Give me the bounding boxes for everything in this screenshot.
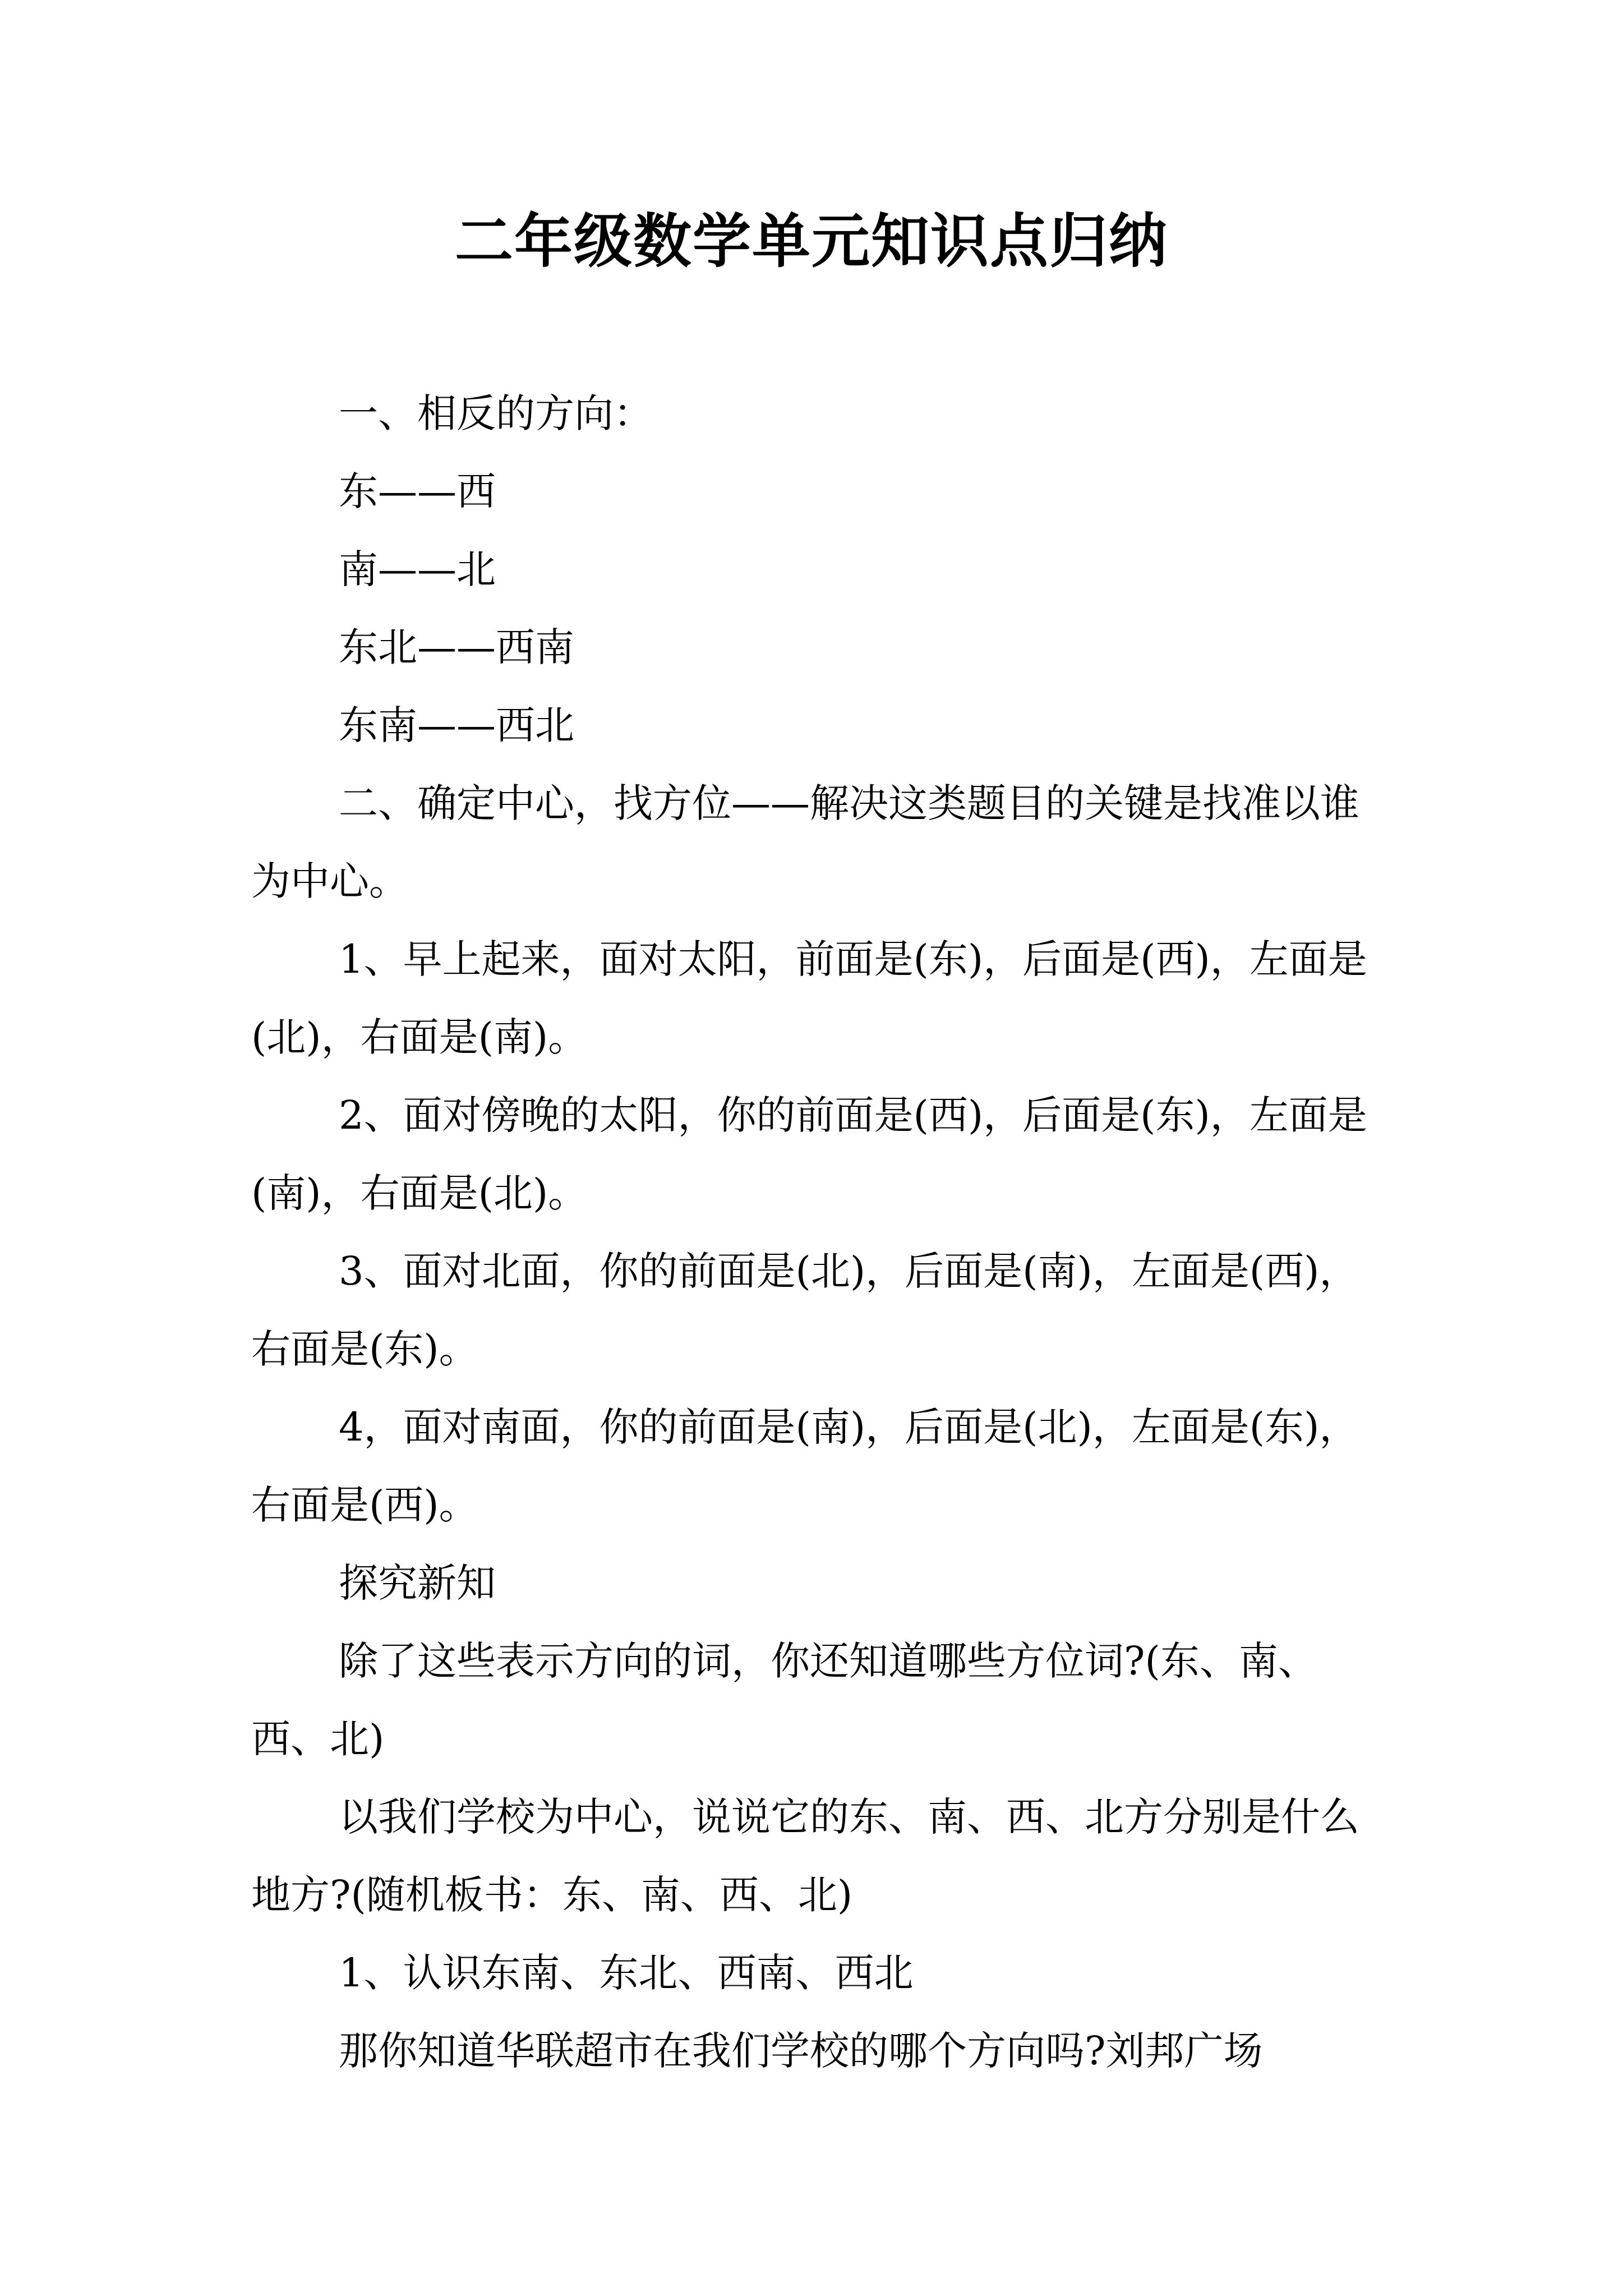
body-paragraph: 那你知道华联超市在我们学校的哪个方向吗?刘邦广场 — [339, 2028, 1263, 2074]
example-paragraph: 2、面对傍晚的太阳，你的前面是(西)，后面是(东)，左面是(南)，右面是(北)。 — [251, 1092, 1367, 1216]
section-heading-explore: 探究新知 — [339, 1560, 496, 1606]
body-paragraph: 除了这些表示方向的词，你还知道哪些方位词?(东、南、西、北) — [251, 1638, 1317, 1762]
document-body — [251, 375, 1373, 2090]
section-heading-find-center: 二、确定中心，找方位——解决这类题目的关键是找准以谁为中心。 — [251, 780, 1359, 904]
direction-pair: 南——北 — [339, 546, 496, 592]
direction-pair: 东——西 — [339, 468, 496, 514]
example-paragraph: 4，面对南面，你的前面是(南)，后面是(北)，左面是(东)，右面是(西)。 — [251, 1404, 1359, 1528]
section-heading-opposite-directions: 一、相反的方向： — [339, 390, 653, 436]
direction-pair: 东南——西北 — [339, 702, 574, 748]
example-paragraph: 3、面对北面，你的前面是(北)，后面是(南)，左面是(西)，右面是(东)。 — [251, 1248, 1359, 1372]
example-paragraph: 1、早上起来，面对太阳，前面是(东)，后面是(西)，左面是(北)，右面是(南)。 — [251, 936, 1367, 1060]
direction-pair: 东北——西南 — [339, 624, 574, 670]
body-paragraph: 以我们学校为中心，说说它的东、南、西、北方分别是什么地方?(随机板书：东、南、西、北) — [251, 1794, 1359, 1918]
body-paragraph: 1、认识东南、东北、西南、西北 — [339, 1950, 914, 1996]
document-title: 二年级数学单元知识点归纳 — [454, 207, 1168, 275]
